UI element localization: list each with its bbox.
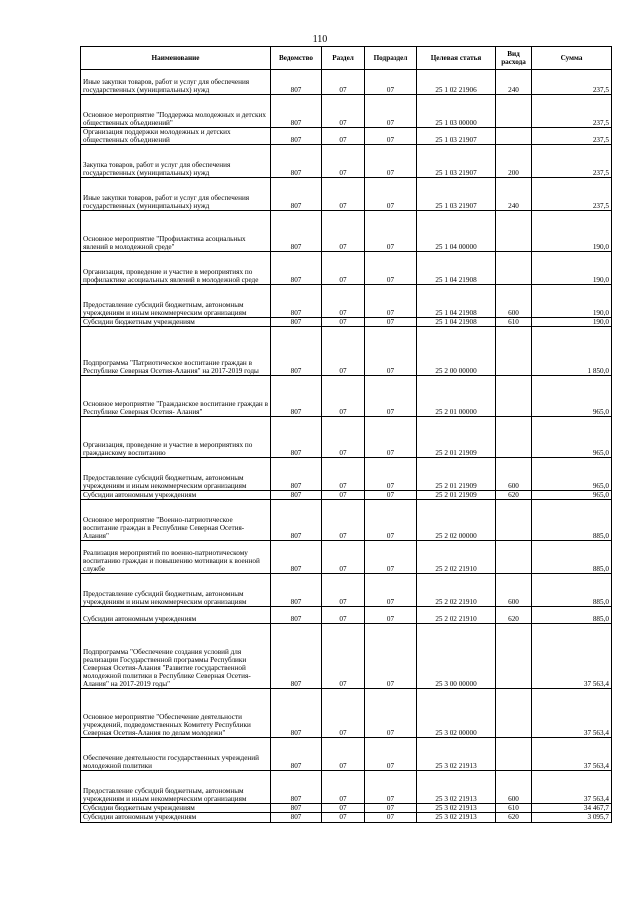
table-row [81, 327, 612, 376]
table-row [81, 128, 612, 145]
row-name: Основное мероприятие "Гражданское воспитание граждан в Республике Северная Осетия- Алания" [81, 376, 271, 417]
row-name: Предоставление субсидий бюджетным, автономным учреждениям и иным некоммерческим организациям [81, 458, 271, 491]
row-vedomstvo: 807 [271, 491, 322, 500]
row-vid: 600 [496, 285, 532, 318]
row-podrazdel: 07 [365, 318, 417, 327]
table-row [81, 813, 612, 822]
row-razdel: 07 [322, 607, 365, 624]
row-summa: 37 563,4 [532, 624, 612, 689]
row-podrazdel: 07 [365, 541, 417, 574]
row-vedomstvo: 807 [271, 211, 322, 252]
row-vid: 600 [496, 771, 532, 804]
row-celevaya: 25 3 02 21913 [417, 738, 496, 771]
row-podrazdel: 07 [365, 327, 417, 376]
row-podrazdel: 07 [365, 804, 417, 813]
row-vedomstvo: 807 [271, 689, 322, 738]
row-vedomstvo: 807 [271, 95, 322, 128]
row-summa: 885,0 [532, 500, 612, 541]
row-summa: 885,0 [532, 574, 612, 607]
row-name: Субсидии автономным учреждениям [81, 813, 271, 822]
row-podrazdel: 07 [365, 178, 417, 211]
row-razdel: 07 [322, 211, 365, 252]
row-razdel: 07 [322, 738, 365, 771]
row-celevaya: 25 1 03 21907 [417, 128, 496, 145]
row-summa: 237,5 [532, 128, 612, 145]
row-razdel: 07 [322, 376, 365, 417]
row-vid: 620 [496, 491, 532, 500]
row-name: Организация, проведение и участие в мероприятиях по профилактике асоциальных явлений в молодежной среде [81, 252, 271, 285]
row-summa: 37 563,4 [532, 771, 612, 804]
row-vid: 610 [496, 804, 532, 813]
table-row [81, 417, 612, 458]
header-razdel: Раздел [322, 47, 365, 70]
row-vedomstvo: 807 [271, 417, 322, 458]
row-podrazdel: 07 [365, 417, 417, 458]
row-vid [496, 689, 532, 738]
table-row [81, 541, 612, 574]
row-podrazdel: 07 [365, 145, 417, 178]
row-celevaya: 25 3 02 00000 [417, 689, 496, 738]
table-row [81, 500, 612, 541]
row-vedomstvo: 807 [271, 804, 322, 813]
row-razdel: 07 [322, 95, 365, 128]
row-celevaya: 25 2 01 21909 [417, 458, 496, 491]
row-summa: 1 850,0 [532, 327, 612, 376]
row-name: Предоставление субсидий бюджетным, автономным учреждениям и иным некоммерческим организациям [81, 574, 271, 607]
row-celevaya: 25 1 03 00000 [417, 95, 496, 128]
row-vedomstvo: 807 [271, 285, 322, 318]
row-celevaya: 25 3 02 21913 [417, 813, 496, 822]
page-number: 110 [312, 34, 328, 45]
row-podrazdel: 07 [365, 771, 417, 804]
row-celevaya: 25 1 04 21908 [417, 318, 496, 327]
row-vedomstvo: 807 [271, 128, 322, 145]
row-vedomstvo: 807 [271, 813, 322, 822]
row-razdel: 07 [322, 178, 365, 211]
row-name: Иные закупки товаров, работ и услуг для обеспечения государственных (муниципальных) нужд [81, 70, 271, 95]
row-razdel: 07 [322, 128, 365, 145]
row-summa: 965,0 [532, 417, 612, 458]
row-vedomstvo: 807 [271, 541, 322, 574]
row-vid: 600 [496, 458, 532, 491]
row-name: Основное мероприятие "Профилактика асоциальных явлений в молодежной среде" [81, 211, 271, 252]
row-celevaya: 25 2 02 21910 [417, 574, 496, 607]
row-vedomstvo: 807 [271, 178, 322, 211]
row-celevaya: 25 2 02 00000 [417, 500, 496, 541]
table-row [81, 804, 612, 813]
row-celevaya: 25 2 01 21909 [417, 491, 496, 500]
row-vid [496, 128, 532, 145]
table-row [81, 607, 612, 624]
row-razdel: 07 [322, 285, 365, 318]
row-summa: 965,0 [532, 491, 612, 500]
row-name: Основное мероприятие "Поддержка молодежных и детских общественных объединений" [81, 95, 271, 128]
row-vid [496, 95, 532, 128]
row-name: Предоставление субсидий бюджетным, автономным учреждениям и иным некоммерческим организациям [81, 285, 271, 318]
row-name: Основное мероприятие "Военно-патриотическое воспитание граждан в Республике Северная Осетия- Алания" [81, 500, 271, 541]
row-razdel: 07 [322, 500, 365, 541]
row-vid: 600 [496, 574, 532, 607]
row-podrazdel: 07 [365, 70, 417, 95]
row-vedomstvo: 807 [271, 318, 322, 327]
row-summa: 190,0 [532, 318, 612, 327]
row-vid: 240 [496, 178, 532, 211]
row-podrazdel: 07 [365, 500, 417, 541]
table-row [81, 376, 612, 417]
row-name: Основное мероприятие "Обеспечение деятельности учреждений, подведомственных Комитету Республики Северная Осетия-Алания по делам молодежи" [81, 689, 271, 738]
row-razdel: 07 [322, 689, 365, 738]
row-celevaya: 25 2 02 21910 [417, 607, 496, 624]
row-podrazdel: 07 [365, 624, 417, 689]
row-razdel: 07 [322, 327, 365, 376]
row-podrazdel: 07 [365, 738, 417, 771]
table-row [81, 252, 612, 285]
row-celevaya: 25 1 04 21908 [417, 285, 496, 318]
row-summa: 237,5 [532, 95, 612, 128]
row-name: Закупка товаров, работ и услуг для обеспечения государственных (муниципальных) нужд [81, 145, 271, 178]
row-vid: 620 [496, 813, 532, 822]
row-vid [496, 252, 532, 285]
row-summa: 190,0 [532, 211, 612, 252]
row-razdel: 07 [322, 491, 365, 500]
row-celevaya: 25 1 03 21907 [417, 178, 496, 211]
row-razdel: 07 [322, 145, 365, 178]
row-vedomstvo: 807 [271, 500, 322, 541]
row-summa: 885,0 [532, 541, 612, 574]
row-vedomstvo: 807 [271, 574, 322, 607]
row-podrazdel: 07 [365, 252, 417, 285]
row-vedomstvo: 807 [271, 145, 322, 178]
row-vid [496, 417, 532, 458]
row-vid [496, 211, 532, 252]
row-celevaya: 25 3 02 21913 [417, 804, 496, 813]
row-summa: 37 563,4 [532, 689, 612, 738]
row-vedomstvo: 807 [271, 738, 322, 771]
header-vedomstvo: Ведомство [271, 47, 322, 70]
row-summa: 37 563,4 [532, 738, 612, 771]
row-podrazdel: 07 [365, 376, 417, 417]
row-name: Подпрограмма "Патриотическое воспитание граждан в Республике Северная Осетия-Алания" на 2017-2019 годы [81, 327, 271, 376]
row-podrazdel: 07 [365, 211, 417, 252]
header-vid: Вид расхода [496, 47, 532, 70]
row-razdel: 07 [322, 813, 365, 822]
row-vedomstvo: 807 [271, 771, 322, 804]
row-razdel: 07 [322, 417, 365, 458]
row-celevaya: 25 3 02 21913 [417, 771, 496, 804]
row-summa: 237,5 [532, 145, 612, 178]
row-podrazdel: 07 [365, 128, 417, 145]
row-name: Подпрограмма "Обеспечение создания условий для реализации Государственной программы Республики Северная Осетия-Алания "Развитие государственной молодежной политики в Республике Северная Осетия-Алания" на 2017-2019 годы" [81, 624, 271, 689]
table-row [81, 771, 612, 804]
row-name: Субсидии автономным учреждениям [81, 607, 271, 624]
row-vedomstvo: 807 [271, 607, 322, 624]
row-name: Субсидии бюджетным учреждениям [81, 318, 271, 327]
table-row [81, 178, 612, 211]
header-celevaya: Целевая статья [417, 47, 496, 70]
row-celevaya: 25 2 00 00000 [417, 327, 496, 376]
table-row [81, 95, 612, 128]
row-vedomstvo: 807 [271, 624, 322, 689]
table-row [81, 491, 612, 500]
row-celevaya: 25 1 04 21908 [417, 252, 496, 285]
row-summa: 965,0 [532, 376, 612, 417]
row-vid: 200 [496, 145, 532, 178]
row-podrazdel: 07 [365, 491, 417, 500]
row-summa: 190,0 [532, 285, 612, 318]
table-row [81, 211, 612, 252]
row-podrazdel: 07 [365, 285, 417, 318]
row-razdel: 07 [322, 70, 365, 95]
row-vid [496, 376, 532, 417]
header-podrazdel: Подраздел [365, 47, 417, 70]
row-name: Обеспечение деятельности государственных учреждений молодежной политики [81, 738, 271, 771]
table-row [81, 624, 612, 689]
table-row [81, 574, 612, 607]
row-celevaya: 25 1 04 00000 [417, 211, 496, 252]
table-row [81, 70, 612, 95]
row-vid [496, 500, 532, 541]
row-summa: 190,0 [532, 252, 612, 285]
row-name: Субсидии автономным учреждениям [81, 491, 271, 500]
table-row [81, 738, 612, 771]
row-summa: 237,5 [532, 178, 612, 211]
row-vedomstvo: 807 [271, 458, 322, 491]
row-celevaya: 25 2 01 00000 [417, 376, 496, 417]
row-razdel: 07 [322, 318, 365, 327]
table-header-row [81, 47, 612, 70]
table-row [81, 145, 612, 178]
row-vid: 610 [496, 318, 532, 327]
row-vid [496, 624, 532, 689]
row-podrazdel: 07 [365, 574, 417, 607]
row-razdel: 07 [322, 624, 365, 689]
row-celevaya: 25 1 03 21907 [417, 145, 496, 178]
row-razdel: 07 [322, 771, 365, 804]
row-celevaya: 25 3 00 00000 [417, 624, 496, 689]
row-name: Реализация мероприятий по военно-патриотическому воспитанию граждан и повышению мотивации к военной службе [81, 541, 271, 574]
row-podrazdel: 07 [365, 95, 417, 128]
row-vedomstvo: 807 [271, 327, 322, 376]
row-razdel: 07 [322, 458, 365, 491]
row-summa: 3 095,7 [532, 813, 612, 822]
header-name: Наименование [81, 47, 271, 70]
row-razdel: 07 [322, 541, 365, 574]
row-celevaya: 25 2 01 21909 [417, 417, 496, 458]
row-name: Субсидии бюджетным учреждениям [81, 804, 271, 813]
row-name: Предоставление субсидий бюджетным, автономным учреждениям и иным некоммерческим организациям [81, 771, 271, 804]
row-vid: 240 [496, 70, 532, 95]
row-vid [496, 738, 532, 771]
row-summa: 885,0 [532, 607, 612, 624]
table-row [81, 285, 612, 318]
row-podrazdel: 07 [365, 813, 417, 822]
row-vedomstvo: 807 [271, 376, 322, 417]
row-vid [496, 327, 532, 376]
budget-table [80, 46, 612, 823]
table-row [81, 458, 612, 491]
row-celevaya: 25 1 02 21906 [417, 70, 496, 95]
row-name: Организация поддержки молодежных и детских общественных объединений [81, 128, 271, 145]
row-podrazdel: 07 [365, 458, 417, 491]
row-summa: 965,0 [532, 458, 612, 491]
row-razdel: 07 [322, 252, 365, 285]
row-podrazdel: 07 [365, 689, 417, 738]
row-vid: 620 [496, 607, 532, 624]
row-vedomstvo: 807 [271, 252, 322, 285]
table-row [81, 318, 612, 327]
row-podrazdel: 07 [365, 607, 417, 624]
row-celevaya: 25 2 02 21910 [417, 541, 496, 574]
row-razdel: 07 [322, 574, 365, 607]
row-vedomstvo: 807 [271, 70, 322, 95]
row-summa: 237,5 [532, 70, 612, 95]
row-vid [496, 541, 532, 574]
row-summa: 34 467,7 [532, 804, 612, 813]
row-name: Организация, проведение и участие в мероприятиях по гражданскому воспитанию [81, 417, 271, 458]
header-summa: Сумма [532, 47, 612, 70]
row-name: Иные закупки товаров, работ и услуг для обеспечения государственных (муниципальных) нужд [81, 178, 271, 211]
row-razdel: 07 [322, 804, 365, 813]
table-row [81, 689, 612, 738]
